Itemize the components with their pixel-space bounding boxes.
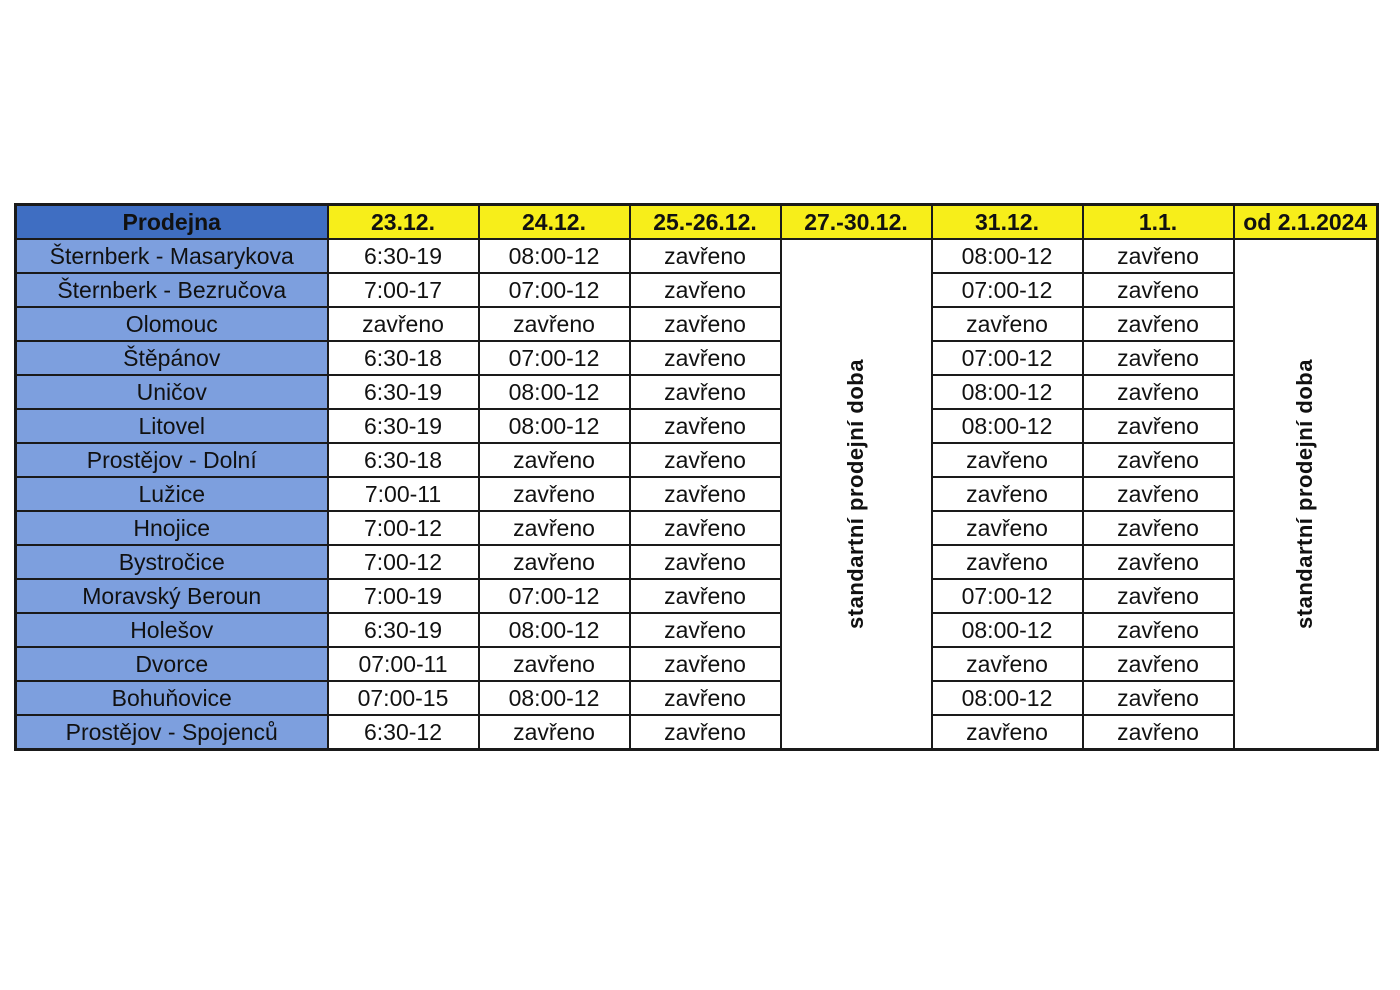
table-row xyxy=(16,375,1378,409)
hours-cell: zavřeno xyxy=(1083,681,1234,715)
merged-cell-27-30-12 xyxy=(781,239,932,750)
hours-cell: 6:30-19 xyxy=(328,409,479,443)
hours-cell: zavřeno xyxy=(932,647,1083,681)
hours-cell: zavřeno xyxy=(932,307,1083,341)
hours-cell: zavřeno xyxy=(1083,273,1234,307)
hours-cell: zavřeno xyxy=(479,511,630,545)
header-date-24-12: 24.12. xyxy=(479,205,630,240)
hours-cell: 07:00-12 xyxy=(932,579,1083,613)
store-name-cell: Olomouc xyxy=(16,307,328,341)
header-date-25-26-12: 25.-26.12. xyxy=(630,205,781,240)
hours-cell: 6:30-19 xyxy=(328,375,479,409)
standard-hours-note: standartní prodejní doba xyxy=(843,359,868,629)
hours-cell: zavřeno xyxy=(1083,307,1234,341)
hours-cell: zavřeno xyxy=(479,647,630,681)
hours-cell: 08:00-12 xyxy=(479,409,630,443)
hours-cell: 08:00-12 xyxy=(932,239,1083,273)
hours-cell: 6:30-18 xyxy=(328,341,479,375)
hours-cell: 7:00-17 xyxy=(328,273,479,307)
table-row xyxy=(16,341,1378,375)
hours-cell: 08:00-12 xyxy=(479,681,630,715)
hours-cell: zavřeno xyxy=(1083,477,1234,511)
hours-cell: zavřeno xyxy=(630,579,781,613)
table-row xyxy=(16,409,1378,443)
standard-hours-note: standartní prodejní doba xyxy=(1292,359,1318,629)
hours-cell: zavřeno xyxy=(1083,647,1234,681)
hours-cell: zavřeno xyxy=(1083,341,1234,375)
store-name-cell: Šternberk - Bezručova xyxy=(16,273,328,307)
hours-cell: zavřeno xyxy=(630,715,781,750)
hours-cell: 07:00-12 xyxy=(479,273,630,307)
store-name-cell: Prostějov - Spojenců xyxy=(16,715,328,750)
hours-cell: zavřeno xyxy=(932,715,1083,750)
hours-cell: 7:00-12 xyxy=(328,545,479,579)
hours-cell: zavřeno xyxy=(1083,579,1234,613)
hours-cell: 07:00-15 xyxy=(328,681,479,715)
hours-cell: 07:00-12 xyxy=(932,273,1083,307)
hours-cell: zavřeno xyxy=(1083,613,1234,647)
hours-cell: 08:00-12 xyxy=(479,375,630,409)
hours-cell: 7:00-19 xyxy=(328,579,479,613)
table-row xyxy=(16,273,1378,307)
hours-cell: zavřeno xyxy=(1083,409,1234,443)
header-row xyxy=(16,205,1378,240)
table-row xyxy=(16,545,1378,579)
hours-cell: zavřeno xyxy=(630,375,781,409)
table-row xyxy=(16,511,1378,545)
opening-hours-table-wrapper xyxy=(14,203,1379,751)
hours-cell: zavřeno xyxy=(479,443,630,477)
hours-cell: 6:30-19 xyxy=(328,239,479,273)
hours-cell: zavřeno xyxy=(932,545,1083,579)
hours-cell: 08:00-12 xyxy=(479,613,630,647)
hours-cell: 07:00-12 xyxy=(479,341,630,375)
table-row xyxy=(16,681,1378,715)
hours-cell: zavřeno xyxy=(1083,545,1234,579)
table-row xyxy=(16,443,1378,477)
opening-hours-table xyxy=(14,203,1379,751)
header-store: Prodejna xyxy=(16,205,328,240)
table-row xyxy=(16,477,1378,511)
store-name-cell: Dvorce xyxy=(16,647,328,681)
table-row xyxy=(16,715,1378,750)
hours-cell: zavřeno xyxy=(1083,715,1234,750)
hours-cell: 7:00-12 xyxy=(328,511,479,545)
hours-cell: 07:00-12 xyxy=(932,341,1083,375)
hours-cell: zavřeno xyxy=(1083,375,1234,409)
hours-cell: 7:00-11 xyxy=(328,477,479,511)
hours-cell: 08:00-12 xyxy=(932,613,1083,647)
hours-cell: 6:30-12 xyxy=(328,715,479,750)
store-name-cell: Holešov xyxy=(16,613,328,647)
store-name-cell: Bystročice xyxy=(16,545,328,579)
hours-cell: zavřeno xyxy=(932,511,1083,545)
hours-cell: zavřeno xyxy=(630,307,781,341)
hours-cell: zavřeno xyxy=(630,647,781,681)
hours-cell: 6:30-18 xyxy=(328,443,479,477)
hours-cell: 07:00-12 xyxy=(479,579,630,613)
hours-cell: zavřeno xyxy=(630,273,781,307)
hours-cell: zavřeno xyxy=(1083,511,1234,545)
header-date-23-12: 23.12. xyxy=(328,205,479,240)
table-row xyxy=(16,239,1378,273)
table-row xyxy=(16,307,1378,341)
hours-cell: zavřeno xyxy=(1083,239,1234,273)
hours-cell: zavřeno xyxy=(630,443,781,477)
merged-cell-from-2-1-2024 xyxy=(1234,239,1378,750)
store-name-cell: Hnojice xyxy=(16,511,328,545)
hours-cell: zavřeno xyxy=(630,341,781,375)
hours-cell: zavřeno xyxy=(630,545,781,579)
store-name-cell: Lužice xyxy=(16,477,328,511)
hours-cell: zavřeno xyxy=(630,681,781,715)
hours-cell: zavřeno xyxy=(932,443,1083,477)
table-row xyxy=(16,647,1378,681)
table-body xyxy=(16,239,1378,750)
hours-cell: zavřeno xyxy=(479,477,630,511)
store-name-cell: Moravský Beroun xyxy=(16,579,328,613)
header-date-from-2-1-2024: od 2.1.2024 xyxy=(1234,205,1378,240)
hours-cell: zavřeno xyxy=(328,307,479,341)
header-date-31-12: 31.12. xyxy=(932,205,1083,240)
hours-cell: zavřeno xyxy=(630,613,781,647)
table-row xyxy=(16,579,1378,613)
hours-cell: zavřeno xyxy=(630,477,781,511)
store-name-cell: Litovel xyxy=(16,409,328,443)
store-name-cell: Šternberk - Masarykova xyxy=(16,239,328,273)
header-date-1-1: 1.1. xyxy=(1083,205,1234,240)
hours-cell: 08:00-12 xyxy=(932,681,1083,715)
hours-cell: zavřeno xyxy=(630,511,781,545)
header-date-27-30-12: 27.-30.12. xyxy=(781,205,932,240)
store-name-cell: Bohuňovice xyxy=(16,681,328,715)
hours-cell: 08:00-12 xyxy=(479,239,630,273)
store-name-cell: Štěpánov xyxy=(16,341,328,375)
store-name-cell: Uničov xyxy=(16,375,328,409)
hours-cell: zavřeno xyxy=(932,477,1083,511)
hours-cell: zavřeno xyxy=(630,239,781,273)
hours-cell: zavřeno xyxy=(1083,443,1234,477)
hours-cell: zavřeno xyxy=(479,307,630,341)
table-row xyxy=(16,613,1378,647)
hours-cell: 07:00-11 xyxy=(328,647,479,681)
hours-cell: 08:00-12 xyxy=(932,375,1083,409)
hours-cell: zavřeno xyxy=(479,545,630,579)
hours-cell: zavřeno xyxy=(479,715,630,750)
hours-cell: zavřeno xyxy=(630,409,781,443)
hours-cell: 08:00-12 xyxy=(932,409,1083,443)
store-name-cell: Prostějov - Dolní xyxy=(16,443,328,477)
hours-cell: 6:30-19 xyxy=(328,613,479,647)
